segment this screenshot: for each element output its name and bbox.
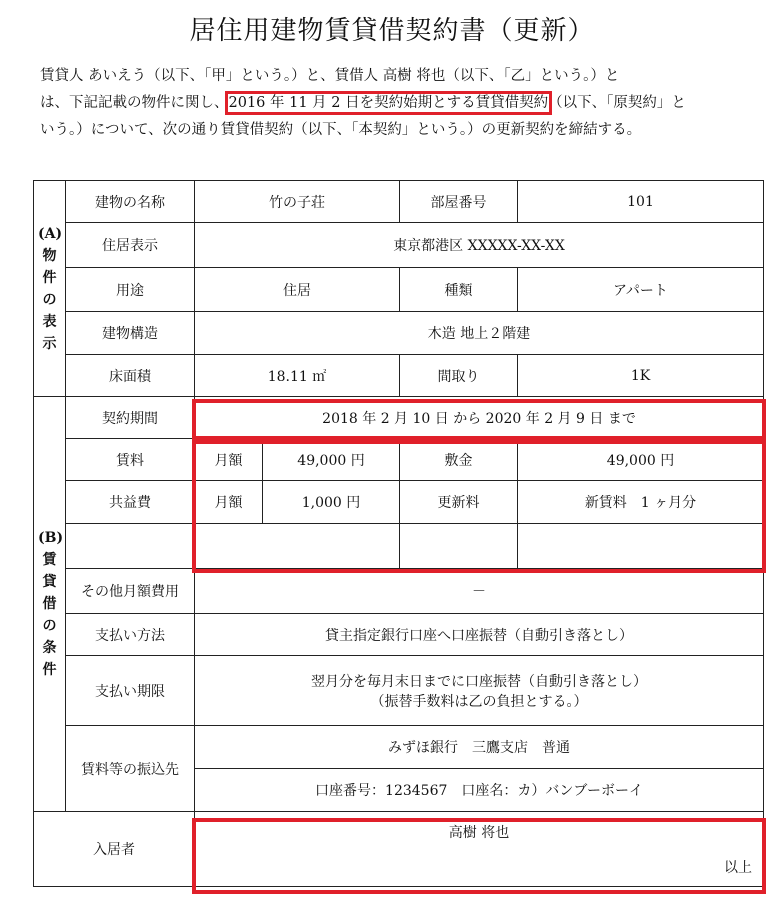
contract-start-highlight: 2016 年 11 月 2 日を契約始期とする賃貸借契約: [228, 95, 549, 111]
payment-due-value: [195, 656, 764, 726]
contract-table: [33, 180, 764, 887]
payment-due-line-2: （振替手数料は乙の負担とする。）: [370, 693, 588, 710]
bank-line-2: 口座番号：1234567 口座名：カ）バンブーボーイ: [195, 769, 764, 812]
payment-method-value: 貸主指定銀行口座へ口座振替（自動引き落とし）: [195, 614, 764, 656]
bank-line-1: みずほ銀行 三鷹支店 普通: [195, 726, 764, 769]
use-value: 住居: [195, 268, 400, 312]
tenant-value: 高樹 将也: [195, 812, 764, 887]
payment-method-label: 支払い方法: [66, 614, 195, 656]
room-number-value: 101: [518, 181, 764, 223]
address-value: 東京都港区 XXXXX-XX-XX: [195, 223, 764, 268]
bank-label: 賃料等の振込先: [66, 726, 195, 812]
layout-value: 1K: [518, 355, 764, 397]
intro-line-2-post: （以下、「原契約」と: [548, 95, 686, 111]
blank-cell-2: [400, 524, 518, 569]
building-name-value: 竹の子荘: [195, 181, 400, 223]
section-a-heading: (A) 物 件 の 表 示: [34, 181, 66, 397]
layout-label: 間取り: [400, 355, 518, 397]
floor-area-value: 18.11 ㎡: [195, 355, 400, 397]
type-label: 種類: [400, 268, 518, 312]
common-fee-unit: 月額: [195, 481, 263, 524]
contract-period-value: 2018 年 2 月 10 日 から 2020 年 2 月 9 日 まで: [195, 397, 764, 439]
section-b-heading: (B) 賃 貸 借 の 条 件: [34, 397, 66, 812]
other-fee-label: その他月額費用: [66, 569, 195, 614]
common-fee-value: 1,000 円: [263, 481, 400, 524]
renewal-fee-value: 新賃料 1 ヶ月分: [518, 481, 764, 524]
intro-line-1: 賃貸人 あいえう（以下、「甲」という。）と、賃借人 高樹 将也（以下、「乙」という。）と: [40, 68, 620, 84]
use-label: 用途: [66, 268, 195, 312]
intro-line-2: [40, 90, 760, 117]
other-fee-value: －: [195, 569, 764, 614]
rent-label: 賃料: [66, 439, 195, 481]
blank-label: [66, 524, 195, 569]
building-name-label: 建物の名称: [66, 181, 195, 223]
payment-due-label: 支払い期限: [66, 656, 195, 726]
address-label: 住居表示: [66, 223, 195, 268]
rent-value: 49,000 円: [263, 439, 400, 481]
intro-line-2-pre: は、下記記載の物件に関し、: [40, 95, 229, 111]
type-value: アパート: [518, 268, 764, 312]
payment-due-line-1: 翌月分を毎月末日までに口座振替（自動引き落とし）: [311, 673, 647, 690]
blank-cell-3: [518, 524, 764, 569]
closing-text: 以上: [724, 860, 752, 876]
contract-period-label: 契約期間: [66, 397, 195, 439]
common-fee-label: 共益費: [66, 481, 195, 524]
renewal-fee-label: 更新料: [400, 481, 518, 524]
intro-line-3: いう。）について、次の通り賃貸借契約（以下、「本契約」という。）の更新契約を締結する。: [40, 122, 642, 138]
rent-unit: 月額: [195, 439, 263, 481]
blank-cell-1: [195, 524, 400, 569]
room-number-label: 部屋番号: [400, 181, 518, 223]
structure-value: 木造 地上２階建: [195, 312, 764, 355]
deposit-value: 49,000 円: [518, 439, 764, 481]
deposit-label: 敷金: [400, 439, 518, 481]
tenant-label: 入居者: [34, 812, 195, 887]
document-title: 居住用建物賃貸借契約書（更新）: [189, 16, 595, 46]
floor-area-label: 床面積: [66, 355, 195, 397]
intro-paragraph: [40, 63, 760, 144]
structure-label: 建物構造: [66, 312, 195, 355]
